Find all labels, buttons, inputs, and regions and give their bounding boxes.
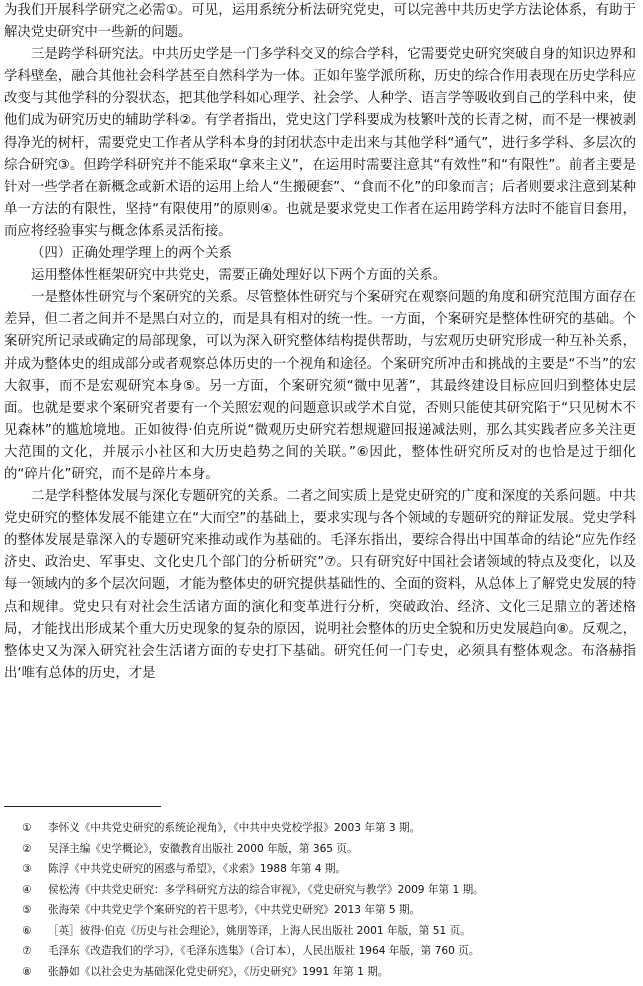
footnote xyxy=(0,839,643,860)
footnote-number: ⑤ xyxy=(22,904,32,916)
footnote xyxy=(0,859,643,880)
footnote-text: 侯松涛《中共党史研究：多学科研究方法的综合审视》，《党史研究与教学》2009 年第 1 期。 xyxy=(48,883,484,896)
footnote xyxy=(0,880,643,901)
paragraph-continued: 为我们开展科学研究之必需①。可见，运用系统分析法研究党史，可以完善中共历史学方法论体系，有助于解决党史研究中一些新的问题。 xyxy=(4,3,636,41)
paragraph-discipline-vs-topic-study: 二是学科整体发展与深化专题研究的关系。二者之间实质上是党史研究的广度和深度的关系问题。中共党史研究的整体发展不能建立在“大而空”的基础上，要求实现与各个领域的专题研究的辩证发展。党史学科的整体发展是靠深入的专题研究来推动或作为基础的。毛泽东指出，要综合得出中国革命的结论“应先作经济史、政治史、军事史、文化史几个部门的分析研究”⑦。只有研究好中国社会诸领域的特点及变化，以及每一领域内的多个层次问题，才能为整体史的研究提供基础性的、全面的资料，从总体上了解党史发展的特点和规律。党史只有对社会生活诸方面的演化和变革进行分析，突破政治、经济、文化三足鼎立的著述格局，才能找出形成某个重大历史现象的复杂的原因，说明社会整体的历史全貌和历史发展趋向⑧。反观之，整体史又为深入研究社会生活诸方面的专史打下基础。研究任何一门专史，必须具有整体观念。布洛赫指出‘唯有总体的历史，才是 xyxy=(4,489,636,681)
footnote-text: 张静如《以社会史为基础深化党史研究》，《历史研究》1991 年第 1 期。 xyxy=(48,965,389,978)
footnote xyxy=(0,941,643,962)
footnote-number: ③ xyxy=(22,863,32,875)
footnote-divider xyxy=(4,806,161,807)
paragraph-holistic-vs-case-study: 一是整体性研究与个案研究的关系。尽管整体性研究与个案研究在观察问题的角度和研究范围方面存在差异，但二者之间并不是黑白对立的，而是具有相对的统一性。一方面，个案研究是整体性研究的基础。个案研究所记录或确定的局部现象，可以为深入研究整体结构提供帮助，与宏观历史研究形成一种互补关系，并成为整体史的组成部分或者观察总体历史的一个视角和途径。个案研究所冲击和挑战的主要是“不当”的宏大叙事，而不是宏观研究本身⑤。另一方面，个案研究须“微中见著”，其最终建设目标应回归到整体史层面。也就是要求个案研究者要有一个关照宏观的问题意识或学术自觉，否则只能使其研究陷于“只见树木不见森林”的尴尬境地。正如彼得·伯克所说“微观历史研究若想规避回报递减法则，那么其实践者应多关注更大范围的文化，并展示小社区和大历史趋势之间的关联。”⑥因此，整体性研究所反对的也恰是过于细化的“碎片化”研究，而不是碎片本身。 xyxy=(4,290,636,482)
footnote xyxy=(0,818,643,839)
footnote-number: ⑧ xyxy=(22,965,32,978)
section-heading: （四）正确处理学理上的两个关系 xyxy=(31,246,232,262)
body-text xyxy=(4,0,636,685)
footnote xyxy=(0,921,643,942)
footnote-text: ［英］彼得·伯克《历史与社会理论》，姚朋等译，上海人民出版社 2001 年版，第 51 页。 xyxy=(48,924,471,937)
footnotes xyxy=(0,818,643,982)
footnote xyxy=(0,900,643,921)
footnote-number: ⑥ xyxy=(22,924,32,937)
footnote-number: ① xyxy=(22,822,32,834)
footnote-text: 毛泽东《改造我们的学习》，《毛泽东选集》（合订本），人民出版社 1964 年版，第 760 页。 xyxy=(48,945,480,957)
paragraph-interdisciplinary-method: 三是跨学科研究法。中共历史学是一门多学科交叉的综合学科，它需要党史研究突破自身的知识边界和学科壁垒，融合其他社会科学甚至自然科学为一体。正如年鉴学派所称，历史的综合作用表现在历史学科应改变与其他学科的分裂状态，把其他学科如心理学、社会学、人种学、语言学等吸收到自己的学科中来，使他们成为研究历史的辅助学科②。有学者指出，党史这门学科要成为枝繁叶茂的长青之树，而不是一棵被剥得净光的树杆，需要党史工作者从学科本身的封闭状态中走出来与其他学科“通气”，进行多学科、多层次的综合研究③。但跨学科研究并不能采取“拿来主义”，在运用时需要注意其“有效性”和“有限性”。前者主要是针对一些学者在新概念或新术语的运用上给人“生搬硬套”、“食而不化”的印象而言；后者则要求注意到某种单一方法的有限性，坚持“有限使用”的原则④。也就是要求党史工作者在运用跨学科方法时不能盲目套用，而应将经验事实与概念体系灵活衔接。 xyxy=(4,47,636,239)
footnote-text: 陈浮《中共党史研究的困惑与希望》，《求索》1988 年第 4 期。 xyxy=(48,863,347,875)
footnote-number: ④ xyxy=(22,883,32,896)
footnote xyxy=(0,962,643,983)
footnote-number: ② xyxy=(22,842,32,855)
footnote-number: ⑦ xyxy=(22,945,32,957)
footnote-text: 李怀义《中共党史研究的系统论视角》，《中共中央党校学报》2003 年第 3 期。 xyxy=(48,822,421,834)
footnote-text: 张海荣《中共党史学个案研究的若干思考》，《中共党史研究》2013 年第 5 期。 xyxy=(48,904,421,916)
footnote-text: 吴泽主编《史学概论》，安徽教育出版社 2000 年版，第 365 页。 xyxy=(48,842,358,855)
paragraph-intro-two-relations: 运用整体性框架研究中共党史，需要正确处理好以下两个方面的关系。 xyxy=(31,268,447,284)
